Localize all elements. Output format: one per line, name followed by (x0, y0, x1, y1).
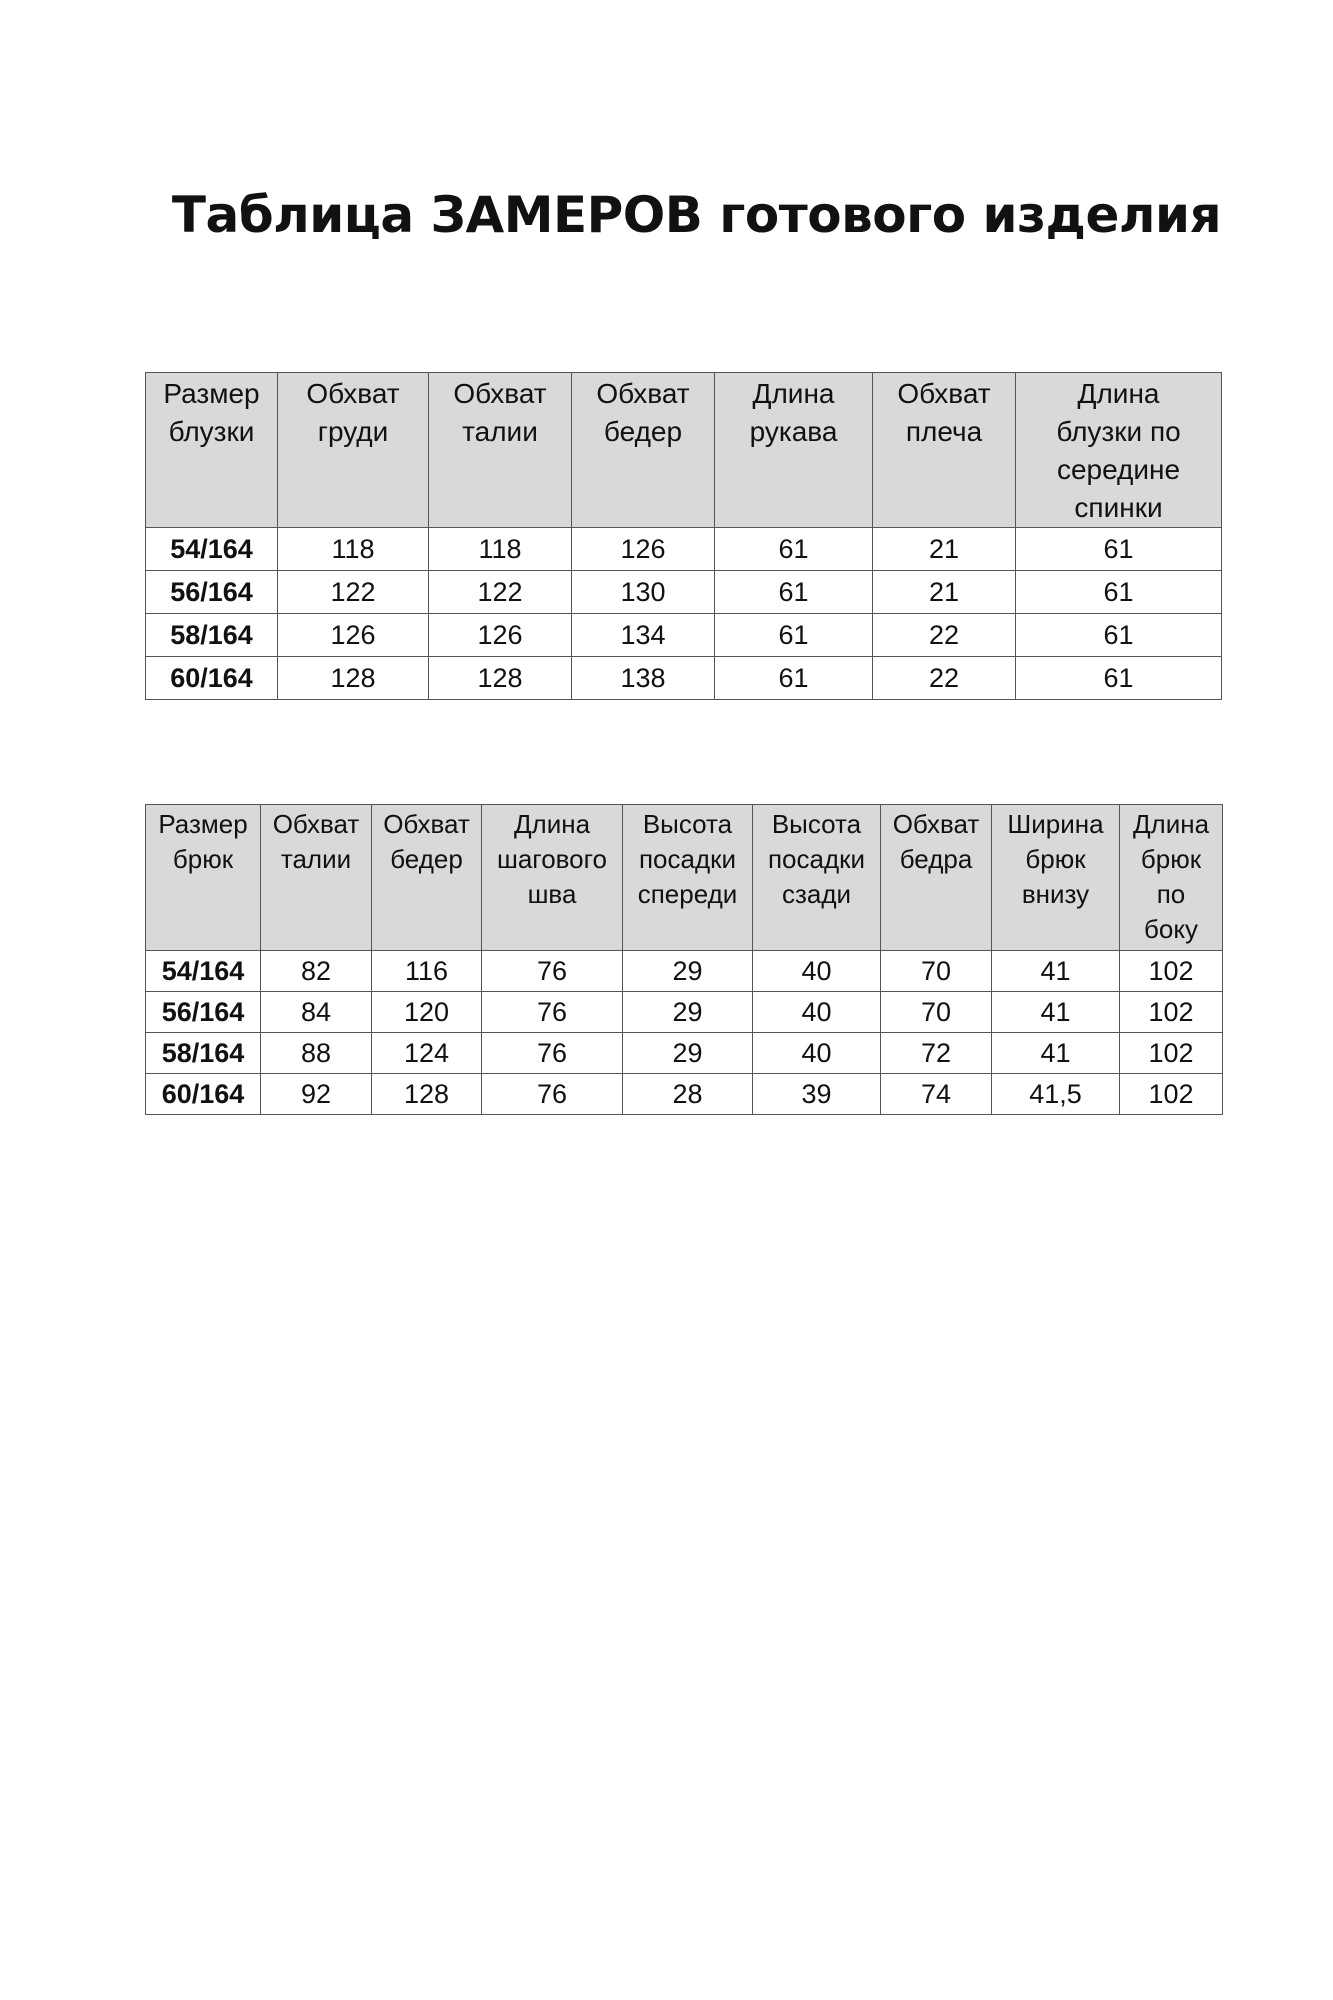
size-cell: 56/164 (146, 571, 278, 614)
table-cell: 126 (572, 528, 715, 571)
column-header-line: Обхват (383, 809, 470, 839)
table-cell: 120 (372, 992, 482, 1033)
column-header (1016, 373, 1222, 528)
table-cell: 29 (623, 1033, 753, 1074)
column-header (873, 373, 1016, 528)
column-header-line: Размер (163, 378, 260, 409)
column-header-line: Обхват (306, 378, 400, 409)
table-row (146, 528, 1222, 571)
table-cell: 74 (881, 1074, 992, 1115)
column-header-line: Высота (642, 809, 733, 839)
table-cell: 88 (261, 1033, 372, 1074)
table-cell: 116 (372, 951, 482, 992)
column-header (372, 805, 482, 951)
table-row (146, 614, 1222, 657)
column-header-line: середине (1056, 454, 1181, 485)
table-cell: 84 (261, 992, 372, 1033)
column-header (482, 805, 623, 951)
table-cell: 102 (1120, 1074, 1223, 1115)
column-header-line: внизу (1021, 879, 1090, 909)
column-header (715, 373, 873, 528)
column-header (146, 373, 278, 528)
column-header-line: Обхват (892, 809, 980, 839)
column-header (261, 805, 372, 951)
column-header-line: талии (280, 844, 352, 874)
table-cell: 76 (482, 992, 623, 1033)
table-cell: 76 (482, 1074, 623, 1115)
size-cell: 58/164 (146, 614, 278, 657)
column-header-line: Длина (752, 378, 835, 409)
size-cell: 54/164 (146, 951, 261, 992)
table-cell: 128 (372, 1074, 482, 1115)
table-cell: 29 (623, 951, 753, 992)
size-cell: 60/164 (146, 1074, 261, 1115)
table-cell: 28 (623, 1074, 753, 1115)
size-cell: 56/164 (146, 992, 261, 1033)
column-header-line: посадки (638, 844, 737, 874)
table-cell: 22 (873, 657, 1016, 700)
column-header-line: блузки по (1056, 416, 1181, 447)
table-cell: 39 (753, 1074, 881, 1115)
table-cell: 40 (753, 992, 881, 1033)
column-header-line: Длина (1077, 378, 1160, 409)
table-cell: 41 (992, 992, 1120, 1033)
column-header-line: бедра (899, 844, 973, 874)
table-cell: 21 (873, 528, 1016, 571)
column-header-line: блузки (168, 416, 255, 447)
column-header (572, 373, 715, 528)
table-cell: 126 (429, 614, 572, 657)
table-cell: 40 (753, 1033, 881, 1074)
column-header-line: Ширина (1007, 809, 1104, 839)
table-row (146, 992, 1223, 1033)
table-row (146, 571, 1222, 614)
column-header-line: Обхват (453, 378, 547, 409)
table-cell: 72 (881, 1033, 992, 1074)
table-cell: 40 (753, 951, 881, 992)
table-cell: 138 (572, 657, 715, 700)
table-cell: 118 (429, 528, 572, 571)
table-row (146, 657, 1222, 700)
column-header (146, 805, 261, 951)
column-header (1120, 805, 1223, 951)
table-cell: 128 (429, 657, 572, 700)
table-cell: 61 (1016, 657, 1222, 700)
column-header-line: бедер (390, 844, 463, 874)
column-header-line: брюк (1140, 844, 1202, 874)
table-cell: 70 (881, 951, 992, 992)
table-header-row (146, 805, 1223, 951)
table-cell: 92 (261, 1074, 372, 1115)
table-cell: 102 (1120, 1033, 1223, 1074)
table-cell: 61 (715, 571, 873, 614)
column-header-line: брюк (1025, 844, 1086, 874)
column-header-line: сзади (781, 879, 852, 909)
column-header (278, 373, 429, 528)
column-header-line: шагового (496, 844, 608, 874)
table-cell: 118 (278, 528, 429, 571)
table-row (146, 951, 1223, 992)
column-header (881, 805, 992, 951)
table-row (146, 1033, 1223, 1074)
table-cell: 41 (992, 951, 1120, 992)
table-cell: 29 (623, 992, 753, 1033)
column-header (429, 373, 572, 528)
blouse-measurements-table (145, 372, 1222, 700)
table-cell: 128 (278, 657, 429, 700)
column-header (992, 805, 1120, 951)
table-cell: 76 (482, 1033, 623, 1074)
table-cell: 61 (1016, 528, 1222, 571)
column-header-line: Обхват (897, 378, 991, 409)
trousers-measurements-table (145, 804, 1223, 1115)
table-cell: 22 (873, 614, 1016, 657)
table-cell: 126 (278, 614, 429, 657)
column-header-line: брюк (172, 844, 234, 874)
table-cell: 41 (992, 1033, 1120, 1074)
table-cell: 61 (1016, 571, 1222, 614)
table-cell: 41,5 (992, 1074, 1120, 1115)
table-cell: 61 (715, 614, 873, 657)
table-cell: 61 (715, 528, 873, 571)
table-cell: 21 (873, 571, 1016, 614)
column-header-line: по (1156, 879, 1186, 909)
column-header-line: шва (527, 879, 577, 909)
column-header-line: посадки (767, 844, 866, 874)
table-cell: 124 (372, 1033, 482, 1074)
column-header-line: рукава (749, 416, 838, 447)
table-cell: 61 (715, 657, 873, 700)
column-header-line: Обхват (272, 809, 360, 839)
table-cell: 102 (1120, 951, 1223, 992)
size-cell: 54/164 (146, 528, 278, 571)
column-header-line: боку (1143, 914, 1199, 944)
column-header-line: Длина (513, 809, 591, 839)
page-title: Таблица ЗАМЕРОВ готового изделия (171, 186, 1222, 244)
table-cell: 70 (881, 992, 992, 1033)
table-cell: 61 (1016, 614, 1222, 657)
size-cell: 60/164 (146, 657, 278, 700)
column-header-line: груди (317, 416, 389, 447)
column-header-line: спереди (637, 879, 738, 909)
column-header-line: Обхват (596, 378, 690, 409)
column-header-line: Размер (158, 809, 248, 839)
column-header-line: плеча (905, 416, 983, 447)
column-header-line: бедер (603, 416, 683, 447)
table-cell: 76 (482, 951, 623, 992)
table-cell: 122 (278, 571, 429, 614)
column-header-line: спинки (1074, 492, 1163, 523)
column-header (753, 805, 881, 951)
table-header-row (146, 373, 1222, 528)
column-header-line: Высота (771, 809, 862, 839)
table-cell: 102 (1120, 992, 1223, 1033)
size-cell: 58/164 (146, 1033, 261, 1074)
column-header-line: талии (462, 416, 538, 447)
column-header (623, 805, 753, 951)
table-cell: 134 (572, 614, 715, 657)
table-row (146, 1074, 1223, 1115)
table-cell: 82 (261, 951, 372, 992)
table-cell: 122 (429, 571, 572, 614)
table-cell: 130 (572, 571, 715, 614)
column-header-line: Длина (1132, 809, 1210, 839)
